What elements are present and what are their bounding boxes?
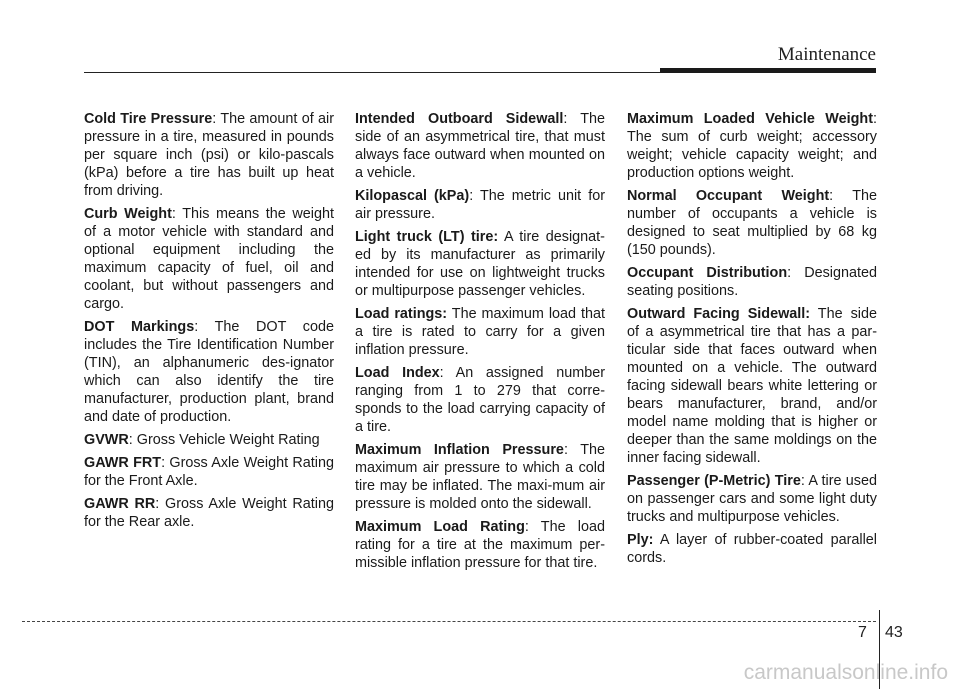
glossary-entry	[84, 431, 334, 449]
glossary-term: Load Index	[355, 365, 440, 381]
glossary-definition: Gross Vehicle Weight Rating	[136, 432, 320, 448]
glossary-term: Passenger (P-Metric) Tire	[627, 473, 801, 489]
glossary-term: Intended Outboard Sidewall	[355, 111, 564, 127]
glossary-entry	[84, 318, 334, 426]
glossary-term: Kilopascal (kPa)	[355, 188, 470, 204]
glossary-definition: The side of an asymmetrical tire, that must always face outward when mounted on a vehicle.	[355, 111, 605, 181]
term-separator: :	[469, 188, 480, 204]
glossary-definition: Gross Axle Weight Rating for the Rear axle.	[84, 496, 334, 530]
term-separator: :	[524, 519, 541, 535]
term-separator: :	[439, 365, 456, 381]
term-separator: :	[787, 265, 805, 281]
term-separator: :	[563, 442, 581, 458]
glossary-definition: The load rating for a tire at the maximum per-missible inflation pressure for that tire.	[355, 519, 605, 571]
glossary-term: GVWR	[84, 432, 129, 448]
glossary-entry	[627, 305, 877, 467]
glossary-entry	[355, 110, 605, 182]
glossary-entry	[627, 264, 877, 300]
glossary-entry	[84, 205, 334, 313]
glossary-entry	[355, 305, 605, 359]
term-separator: :	[829, 188, 853, 204]
glossary-term: GAWR FRT	[84, 455, 162, 471]
term-separator: :	[873, 111, 877, 127]
glossary-definition: The maximum load that a tire is rated to carry for a given inflation pressure.	[355, 306, 605, 358]
glossary-definition: The metric unit for air pressure.	[355, 188, 605, 222]
glossary-term: Maximum Loaded Vehicle Weight	[627, 111, 873, 127]
column-3	[627, 110, 877, 572]
glossary-term: Maximum Inflation Pressure	[355, 442, 564, 458]
term-separator: :	[563, 111, 581, 127]
term-separator	[810, 306, 818, 322]
term-separator: :	[128, 432, 137, 448]
column-1	[84, 110, 334, 536]
glossary-definition: Designated seating positions.	[627, 265, 878, 299]
term-separator: :	[212, 111, 221, 127]
term-separator: :	[161, 455, 170, 471]
term-separator: :	[194, 319, 215, 335]
glossary-entry	[355, 364, 605, 436]
glossary-term: Normal Occupant Weight	[627, 188, 830, 204]
glossary-definition: The number of occupants a vehicle is designed to seat multiplied by 68 kg (150 pounds).	[627, 188, 877, 258]
glossary-definition: An assigned number ranging from 1 to 279 that corre-sponds to the load carrying capacity of a tire.	[355, 365, 606, 435]
page-number: 43	[885, 624, 903, 641]
column-2	[355, 110, 605, 577]
glossary-definition: The maximum air pressure to which a cold tire may be inflated. The maxi-mum air pressure is molded onto the sidewall.	[355, 442, 605, 512]
glossary-entry	[355, 441, 605, 513]
glossary-definition: A layer of rubber-coated parallel cords.	[627, 532, 877, 566]
glossary-term: Cold Tire Pressure	[84, 111, 213, 127]
glossary-term: DOT Markings	[84, 319, 195, 335]
chapter-number: 7	[858, 624, 867, 641]
glossary-term: Outward Facing Sidewall:	[627, 306, 811, 322]
glossary-definition: The DOT code includes the Tire Identification Number (TIN), an alphanumeric des-ignator which can also identify the tire manufacturer, production plant, brand and date of production.	[84, 319, 334, 425]
header-rule-accent	[660, 68, 876, 73]
watermark: carmanualsonline.info	[743, 661, 948, 684]
glossary-entry	[627, 472, 877, 526]
glossary-entry	[355, 228, 605, 300]
term-separator: :	[171, 206, 183, 222]
glossary-definition: This means the weight of a motor vehicle with standard and optional equipment including the maximum capacity of fuel, oil and coolant, but without passengers and cargo.	[84, 206, 334, 312]
glossary-entry	[84, 110, 334, 200]
footer-rule	[22, 621, 876, 622]
term-separator: :	[800, 473, 809, 489]
glossary-definition: The side of a asymmetrical tire that has a par-ticular side that faces outward when mounted on a vehicle. The outward facing sidewall bears white lettering or bears manufacturer, brand, and/or model name molding that is higher or deeper than the same moldings on the inner facing sidewall.	[627, 306, 877, 466]
glossary-term: Ply:	[627, 532, 654, 548]
term-separator: :	[155, 496, 166, 512]
glossary-entry	[355, 187, 605, 223]
glossary-term: Maximum Load Rating	[355, 519, 525, 535]
glossary-term: GAWR RR	[84, 496, 156, 512]
glossary-term: Light truck (LT) tire:	[355, 229, 499, 245]
glossary-definition: The sum of curb weight; accessory weight; vehicle capacity weight; and production options weight.	[627, 129, 877, 181]
glossary-definition: Gross Axle Weight Rating for the Front Axle.	[84, 455, 335, 489]
glossary-term: Curb Weight	[84, 206, 172, 222]
glossary-entry	[84, 495, 334, 531]
glossary-definition: A tire used on passenger cars and some light duty trucks and multipurpose vehicles.	[627, 473, 878, 525]
glossary-entry	[627, 531, 877, 567]
glossary-definition: A tire designat-ed by its manufacturer as primarily intended for use on lightweight trucks or multipurpose passenger vehicles.	[355, 229, 605, 299]
glossary-entry	[355, 518, 605, 572]
glossary-entry	[627, 187, 877, 259]
glossary-entry	[627, 110, 877, 182]
glossary-entry	[84, 454, 334, 490]
glossary-definition: The amount of air pressure in a tire, measured in pounds per square inch (psi) or kilo-pascals (kPa) before a tire has built up heat from driving.	[84, 111, 334, 199]
glossary-term: Load ratings:	[355, 306, 448, 322]
glossary-term: Occupant Distribution	[627, 265, 788, 281]
section-title: Maintenance	[777, 44, 876, 65]
